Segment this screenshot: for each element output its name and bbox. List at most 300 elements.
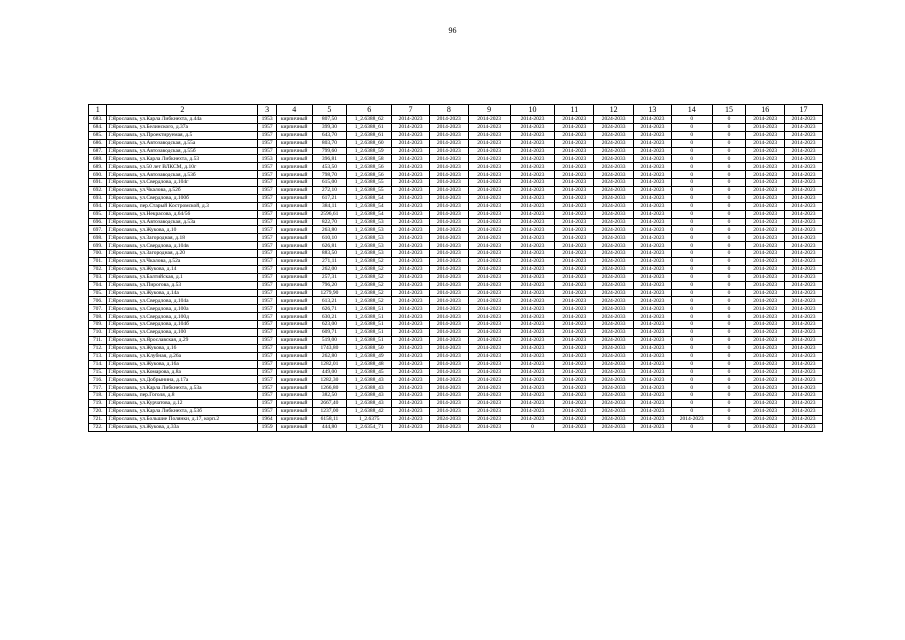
table-cell: 2014-2023 bbox=[468, 376, 510, 384]
row-number: 709. bbox=[89, 321, 107, 329]
table-cell: 2014-2023 bbox=[634, 147, 672, 155]
table-cell: 2014-2023 bbox=[746, 336, 785, 344]
table-cell: 2014-2023 bbox=[468, 297, 510, 305]
page-number: 96 bbox=[448, 26, 457, 35]
table-cell: 613,21 bbox=[312, 297, 347, 305]
table-cell: 2014-2023 bbox=[785, 384, 823, 392]
table-cell: 0 bbox=[712, 400, 746, 408]
table-cell: 2014-2023 bbox=[429, 218, 468, 226]
table-cell: 2014-2023 bbox=[468, 242, 510, 250]
table-cell: 6158,11 bbox=[312, 415, 347, 423]
table-row bbox=[89, 147, 823, 155]
table-cell: 2014-2023 bbox=[510, 407, 555, 415]
table-cell: 1957 bbox=[258, 360, 276, 368]
table-cell: 1282,01 bbox=[312, 360, 347, 368]
table-cell: 0 bbox=[712, 273, 746, 281]
table-row bbox=[89, 265, 823, 273]
table-cell: 2014-2023 bbox=[555, 265, 594, 273]
table-cell: 1_2.6388_53 bbox=[347, 218, 392, 226]
table-cell: 2024-2033 bbox=[594, 415, 634, 423]
table-cell: 2014-2023 bbox=[468, 210, 510, 218]
table-cell: 1957 bbox=[258, 139, 276, 147]
table-cell: 0 bbox=[712, 163, 746, 171]
table-cell: 2014-2023 bbox=[555, 234, 594, 242]
table-cell: 0 bbox=[712, 258, 746, 266]
table-cell: 0 bbox=[712, 139, 746, 147]
table-cell: 0 bbox=[671, 187, 712, 195]
address-cell: Г.Ярославль, ул.Карла Либкнехта, д.44а bbox=[107, 116, 258, 124]
table-cell: 2024-2033 bbox=[594, 305, 634, 313]
table-cell: 2014-2023 bbox=[746, 242, 785, 250]
table-row bbox=[89, 400, 823, 408]
table-row bbox=[89, 163, 823, 171]
table-cell: 2014-2023 bbox=[785, 163, 823, 171]
table-cell: 2014-2023 bbox=[746, 171, 785, 179]
table-cell: 2014-2023 bbox=[746, 321, 785, 329]
address-cell: Г.Ярославль, ул.Ярославская, д.29 bbox=[107, 336, 258, 344]
table-cell: 2014-2023 bbox=[392, 281, 430, 289]
table-cell: 2014-2023 bbox=[785, 313, 823, 321]
table-cell: 2014-2023 bbox=[429, 360, 468, 368]
column-number: 1 bbox=[89, 105, 107, 116]
table-cell: 0 bbox=[712, 329, 746, 337]
table-cell: 2014-2023 bbox=[429, 281, 468, 289]
table-row bbox=[89, 360, 823, 368]
table-cell: 2014-2023 bbox=[746, 250, 785, 258]
table-cell: 2014-2023 bbox=[429, 155, 468, 163]
table-cell: 2014-2023 bbox=[429, 250, 468, 258]
table-cell: кирпичный bbox=[276, 273, 312, 281]
table-cell: 2014-2023 bbox=[634, 392, 672, 400]
housing-table bbox=[88, 104, 823, 432]
table-cell: 2014-2023 bbox=[785, 360, 823, 368]
table-cell: 799,60 bbox=[312, 147, 347, 155]
table-cell: 2014-2023 bbox=[785, 400, 823, 408]
address-cell: Г.Ярославль, ул.Жукова, д.10 bbox=[107, 226, 258, 234]
address-cell: Г.Ярославль, ул.Автозаводская, д.53а bbox=[107, 218, 258, 226]
table-row bbox=[89, 210, 823, 218]
table-cell: 2024-2033 bbox=[594, 313, 634, 321]
table-cell: 2014-2023 bbox=[392, 155, 430, 163]
table-row bbox=[89, 376, 823, 384]
table-row bbox=[89, 155, 823, 163]
table-cell: 0 bbox=[712, 376, 746, 384]
table-cell: 1_2.6388_61 bbox=[347, 123, 392, 131]
table-row bbox=[89, 226, 823, 234]
table-cell: 271,11 bbox=[312, 258, 347, 266]
table-cell: 2014-2023 bbox=[468, 163, 510, 171]
table-cell: 615,00 bbox=[312, 179, 347, 187]
table-cell: 2024-2033 bbox=[594, 352, 634, 360]
address-cell: Г.Ярославль, ул.Добрынина, д.17а bbox=[107, 376, 258, 384]
table-cell: 2014-2023 bbox=[392, 415, 430, 423]
table-cell: 2014-2023 bbox=[510, 210, 555, 218]
table-cell: 2014-2023 bbox=[785, 344, 823, 352]
table-cell: 2014-2023 bbox=[392, 368, 430, 376]
table-cell: 384,11 bbox=[312, 202, 347, 210]
table-row bbox=[89, 250, 823, 258]
row-number: 702. bbox=[89, 265, 107, 273]
table-cell: 0 bbox=[712, 179, 746, 187]
table-cell: 2014-2023 bbox=[555, 210, 594, 218]
table-cell: 0 bbox=[712, 131, 746, 139]
table-cell: 2014-2023 bbox=[634, 131, 672, 139]
table-cell: 2024-2033 bbox=[594, 423, 634, 431]
row-number: 701. bbox=[89, 258, 107, 266]
address-cell: Г.Ярославль, ул.Карла Либкнехта, д.53 bbox=[107, 155, 258, 163]
table-cell: 2014-2023 bbox=[429, 123, 468, 131]
table-cell: 2014-2023 bbox=[555, 281, 594, 289]
table-cell: 2014-2023 bbox=[468, 139, 510, 147]
address-cell: Г.Ярославль, ул.Свердлова, д.100а bbox=[107, 305, 258, 313]
table-cell: 2014-2023 bbox=[468, 329, 510, 337]
table-cell: 0 bbox=[712, 384, 746, 392]
table-cell: 2014-2023 bbox=[785, 321, 823, 329]
table-cell: 2014-2023 bbox=[555, 242, 594, 250]
table-cell: 2014-2023 bbox=[785, 155, 823, 163]
table-cell: 2014-2023 bbox=[746, 407, 785, 415]
table-cell: 2024-2033 bbox=[594, 179, 634, 187]
table-cell: 1957 bbox=[258, 131, 276, 139]
table-cell: 0 bbox=[712, 297, 746, 305]
table-cell: 2014-2023 bbox=[468, 234, 510, 242]
table-cell: 2014-2023 bbox=[429, 265, 468, 273]
table-cell: 2014-2023 bbox=[746, 273, 785, 281]
table-cell: 1237,00 bbox=[312, 407, 347, 415]
table-cell: 2014-2023 bbox=[392, 179, 430, 187]
address-cell: Г.Ярославль, ул.Чкалова, д.52а bbox=[107, 258, 258, 266]
table-row bbox=[89, 407, 823, 415]
table-cell: 1_2.6388_53 bbox=[347, 226, 392, 234]
table-cell: 2014-2023 bbox=[392, 352, 430, 360]
table-cell: 2014-2023 bbox=[746, 210, 785, 218]
table-cell: 0 bbox=[671, 281, 712, 289]
table-cell: 2014-2023 bbox=[746, 265, 785, 273]
table-cell: 2024-2033 bbox=[594, 187, 634, 195]
table-cell: 609,71 bbox=[312, 329, 347, 337]
table-cell: 262,80 bbox=[312, 352, 347, 360]
table-cell: 0 bbox=[671, 329, 712, 337]
table-cell: 2014-2023 bbox=[468, 289, 510, 297]
table-cell: 2014-2023 bbox=[634, 116, 672, 124]
table-row bbox=[89, 352, 823, 360]
table-cell: 2014-2023 bbox=[392, 305, 430, 313]
table-cell: 2024-2033 bbox=[594, 155, 634, 163]
table-cell: 2014-2023 bbox=[555, 360, 594, 368]
table-cell: 1_2.6388_52 bbox=[347, 273, 392, 281]
table-cell: 0 bbox=[712, 123, 746, 131]
table-cell: 1279,90 bbox=[312, 289, 347, 297]
table-cell: 0 bbox=[712, 352, 746, 360]
table-cell: кирпичный bbox=[276, 289, 312, 297]
table-cell: 0 bbox=[671, 352, 712, 360]
table-cell: 2014-2023 bbox=[785, 218, 823, 226]
row-number: 704. bbox=[89, 281, 107, 289]
table-cell: 2014-2023 bbox=[634, 234, 672, 242]
table-cell: 0 bbox=[712, 265, 746, 273]
table-cell: 2014-2023 bbox=[634, 258, 672, 266]
table-cell: 0 bbox=[712, 250, 746, 258]
address-cell: Г.Ярославль, ул.50 лет ВЛКСМ, д.10г bbox=[107, 163, 258, 171]
table-cell: 2014-2023 bbox=[392, 289, 430, 297]
table-cell: 0 bbox=[671, 202, 712, 210]
table-cell: 2014-2023 bbox=[555, 289, 594, 297]
table-cell: 2014-2023 bbox=[429, 297, 468, 305]
table-cell: 2014-2023 bbox=[468, 360, 510, 368]
table-cell: 2014-2023 bbox=[510, 305, 555, 313]
table-cell: 2014-2023 bbox=[555, 187, 594, 195]
table-cell: 0 bbox=[671, 368, 712, 376]
table-row bbox=[89, 139, 823, 147]
table-cell: 2014-2023 bbox=[746, 400, 785, 408]
column-number: 7 bbox=[392, 105, 430, 116]
table-cell: 1_2.6388_56 bbox=[347, 163, 392, 171]
table-cell: 623,00 bbox=[312, 321, 347, 329]
table-row bbox=[89, 179, 823, 187]
table-cell: 2014-2023 bbox=[468, 123, 510, 131]
table-cell: кирпичный bbox=[276, 155, 312, 163]
row-number: 690. bbox=[89, 171, 107, 179]
table-cell: 2014-2023 bbox=[746, 147, 785, 155]
table-cell: 2014-2023 bbox=[785, 392, 823, 400]
table-cell: кирпичный bbox=[276, 392, 312, 400]
table-cell: 1957 bbox=[258, 250, 276, 258]
table-cell: 0 bbox=[712, 155, 746, 163]
table-cell: 2014-2023 bbox=[468, 202, 510, 210]
table-cell: 2014-2023 bbox=[634, 368, 672, 376]
row-number: 706. bbox=[89, 297, 107, 305]
row-number: 683. bbox=[89, 116, 107, 124]
table-cell: 0 bbox=[712, 344, 746, 352]
column-number: 2 bbox=[107, 105, 258, 116]
table-cell: 453,50 bbox=[312, 163, 347, 171]
table-cell: 2014-2023 bbox=[510, 329, 555, 337]
table-cell: 2014-2023 bbox=[746, 329, 785, 337]
table-cell: 1957 bbox=[258, 210, 276, 218]
table-cell: 2014-2023 bbox=[392, 139, 430, 147]
row-number: 691. bbox=[89, 179, 107, 187]
row-number: 722. bbox=[89, 423, 107, 431]
table-cell: 2014-2023 bbox=[429, 242, 468, 250]
table-cell: 2014-2023 bbox=[429, 329, 468, 337]
table-cell: 2014-2023 bbox=[555, 297, 594, 305]
table-cell: 2014-2023 bbox=[555, 194, 594, 202]
table-cell: 2014-2023 bbox=[510, 297, 555, 305]
table-cell: 2014-2023 bbox=[392, 210, 430, 218]
table-cell: 1_2.6388_50 bbox=[347, 344, 392, 352]
table-cell: 2014-2023 bbox=[429, 368, 468, 376]
table-cell: 2014-2023 bbox=[555, 329, 594, 337]
table-cell: 1_2.6388_43 bbox=[347, 376, 392, 384]
column-number: 13 bbox=[634, 105, 672, 116]
table-cell: 0 bbox=[671, 297, 712, 305]
table-cell: 0 bbox=[712, 368, 746, 376]
table-cell: 2014-2023 bbox=[510, 163, 555, 171]
address-cell: Г.Ярославль, ул.Пирогова, д.53 bbox=[107, 281, 258, 289]
row-number: 694. bbox=[89, 202, 107, 210]
table-cell: 2014-2023 bbox=[785, 234, 823, 242]
table-cell: 2014-2023 bbox=[634, 360, 672, 368]
table-cell: 0 bbox=[671, 210, 712, 218]
table-cell: кирпичный bbox=[276, 226, 312, 234]
table-cell: 2014-2023 bbox=[392, 344, 430, 352]
table-cell: 2024-2033 bbox=[594, 376, 634, 384]
table-row bbox=[89, 218, 823, 226]
table-cell: 2014-2023 bbox=[634, 297, 672, 305]
table-cell: 2014-2023 bbox=[634, 384, 672, 392]
table-cell: 2014-2023 bbox=[634, 265, 672, 273]
row-number: 712. bbox=[89, 344, 107, 352]
table-row bbox=[89, 415, 823, 423]
table-cell: кирпичный bbox=[276, 163, 312, 171]
table-cell: кирпичный bbox=[276, 258, 312, 266]
table-cell: 2014-2023 bbox=[392, 123, 430, 131]
table-cell: 2014-2023 bbox=[468, 384, 510, 392]
table-cell: 2014-2023 bbox=[429, 131, 468, 139]
table-cell: 2014-2023 bbox=[468, 226, 510, 234]
table-cell: 2014-2023 bbox=[510, 313, 555, 321]
table-cell: 2014-2023 bbox=[510, 321, 555, 329]
table-cell: 1_2.6388_56 bbox=[347, 171, 392, 179]
table-cell: 2014-2023 bbox=[634, 407, 672, 415]
table-cell: 1_2.6388_53 bbox=[347, 250, 392, 258]
table-cell: 2014-2023 bbox=[392, 194, 430, 202]
table-cell: 382,50 bbox=[312, 392, 347, 400]
table-cell: 2014-2023 bbox=[785, 179, 823, 187]
row-number: 692. bbox=[89, 187, 107, 195]
table-cell: 2024-2033 bbox=[594, 250, 634, 258]
table-cell: 2014-2023 bbox=[392, 297, 430, 305]
table-cell: кирпичный bbox=[276, 147, 312, 155]
table-cell: 2024-2033 bbox=[594, 329, 634, 337]
column-number: 8 bbox=[429, 105, 468, 116]
table-cell: 2014-2023 bbox=[468, 131, 510, 139]
table-cell: 0 bbox=[671, 265, 712, 273]
table-cell: 2014-2023 bbox=[746, 360, 785, 368]
table-cell: 2014-2023 bbox=[746, 194, 785, 202]
table-cell: кирпичный bbox=[276, 123, 312, 131]
table-cell: кирпичный bbox=[276, 179, 312, 187]
table-cell: 2014-2023 bbox=[429, 187, 468, 195]
address-cell: Г.Ярославль, ул.Клубная, д.26а bbox=[107, 352, 258, 360]
column-number: 17 bbox=[785, 105, 823, 116]
table-cell: 2014-2023 bbox=[785, 305, 823, 313]
table-cell: 2024-2033 bbox=[594, 400, 634, 408]
table-cell: 2014-2023 bbox=[392, 329, 430, 337]
table-cell: 2014-2023 bbox=[785, 139, 823, 147]
table-cell: 2024-2033 bbox=[594, 407, 634, 415]
table-cell: 0 bbox=[671, 273, 712, 281]
table-cell: 2014-2023 bbox=[468, 179, 510, 187]
table-cell: 2014-2023 bbox=[746, 392, 785, 400]
table-cell: 0 bbox=[671, 139, 712, 147]
table-cell: 1_2.6388_60 bbox=[347, 139, 392, 147]
table-cell: 2014-2023 bbox=[746, 179, 785, 187]
row-number: 688. bbox=[89, 155, 107, 163]
table-cell: 2014-2023 bbox=[392, 265, 430, 273]
table-cell: 0 bbox=[671, 423, 712, 431]
table-cell: 2014-2023 bbox=[392, 400, 430, 408]
table-cell: 798,70 bbox=[312, 171, 347, 179]
table-cell: 0 bbox=[671, 250, 712, 258]
table-cell: 822,70 bbox=[312, 218, 347, 226]
table-cell: 1_2.6388_52 bbox=[347, 281, 392, 289]
table-cell: 2014-2023 bbox=[392, 226, 430, 234]
table-cell: 2014-2023 bbox=[510, 179, 555, 187]
table-cell: 1957 bbox=[258, 147, 276, 155]
table-cell: 0 bbox=[671, 305, 712, 313]
table-cell: 2014-2023 bbox=[468, 218, 510, 226]
table-cell: 0 bbox=[671, 171, 712, 179]
table-cell: 2014-2023 bbox=[634, 352, 672, 360]
table-cell: 2014-2023 bbox=[634, 289, 672, 297]
table-cell: кирпичный bbox=[276, 423, 312, 431]
table-cell: 2014-2023 bbox=[468, 171, 510, 179]
table-cell: 257,31 bbox=[312, 273, 347, 281]
table-cell: 2014-2023 bbox=[746, 163, 785, 171]
column-number: 9 bbox=[468, 105, 510, 116]
table-cell: 519,00 bbox=[312, 336, 347, 344]
table-cell: 1_2.6388_42 bbox=[347, 407, 392, 415]
table-cell: 2014-2023 bbox=[429, 336, 468, 344]
table-cell: 2014-2023 bbox=[429, 194, 468, 202]
table-cell: кирпичный bbox=[276, 250, 312, 258]
table-cell: 2014-2023 bbox=[510, 123, 555, 131]
table-cell: кирпичный bbox=[276, 329, 312, 337]
table-cell: 2014-2023 bbox=[555, 384, 594, 392]
table-cell: 2014-2023 bbox=[555, 368, 594, 376]
table-cell: 2014-2023 bbox=[634, 313, 672, 321]
table-row bbox=[89, 384, 823, 392]
table-cell: 2014-2023 bbox=[746, 313, 785, 321]
table-cell: 0 bbox=[712, 242, 746, 250]
table-cell: 2014-2023 bbox=[429, 400, 468, 408]
table-cell: 0 bbox=[712, 116, 746, 124]
table-cell: 0 bbox=[671, 336, 712, 344]
table-row bbox=[89, 187, 823, 195]
table-cell: 2014-2023 bbox=[510, 392, 555, 400]
table-cell: 1_2.6388_52 bbox=[347, 297, 392, 305]
table-cell: 1_2.6388_51 bbox=[347, 329, 392, 337]
table-cell: кирпичный bbox=[276, 415, 312, 423]
table-cell: 0 bbox=[712, 392, 746, 400]
table-cell: 1959 bbox=[258, 423, 276, 431]
table-cell: 2014-2023 bbox=[785, 423, 823, 431]
table-cell: 2014-2023 bbox=[468, 321, 510, 329]
table-cell: кирпичный bbox=[276, 194, 312, 202]
table-cell: 2014-2023 bbox=[392, 116, 430, 124]
table-cell: 1_2.6388_51 bbox=[347, 313, 392, 321]
table-row bbox=[89, 297, 823, 305]
table-cell: 1_2.6388_54 bbox=[347, 202, 392, 210]
table-cell: 2014-2023 bbox=[392, 131, 430, 139]
table-cell: 1957 bbox=[258, 384, 276, 392]
address-cell: Г.Ярославль, ул.Автозаводская, д.55а bbox=[107, 139, 258, 147]
table-row bbox=[89, 234, 823, 242]
address-cell: Г.Ярославль, ул.Чкалова, д.52б bbox=[107, 187, 258, 195]
table-cell: 0 bbox=[671, 194, 712, 202]
row-number: 684. bbox=[89, 123, 107, 131]
table-cell: 2014-2023 bbox=[468, 250, 510, 258]
table-cell: кирпичный bbox=[276, 171, 312, 179]
table-cell: 2014-2023 bbox=[746, 289, 785, 297]
table-cell: 2014-2023 bbox=[468, 147, 510, 155]
table-row bbox=[89, 313, 823, 321]
table-cell: 0 bbox=[671, 384, 712, 392]
table-cell: 2014-2023 bbox=[510, 384, 555, 392]
row-number: 698. bbox=[89, 234, 107, 242]
table-cell: 0 bbox=[671, 147, 712, 155]
